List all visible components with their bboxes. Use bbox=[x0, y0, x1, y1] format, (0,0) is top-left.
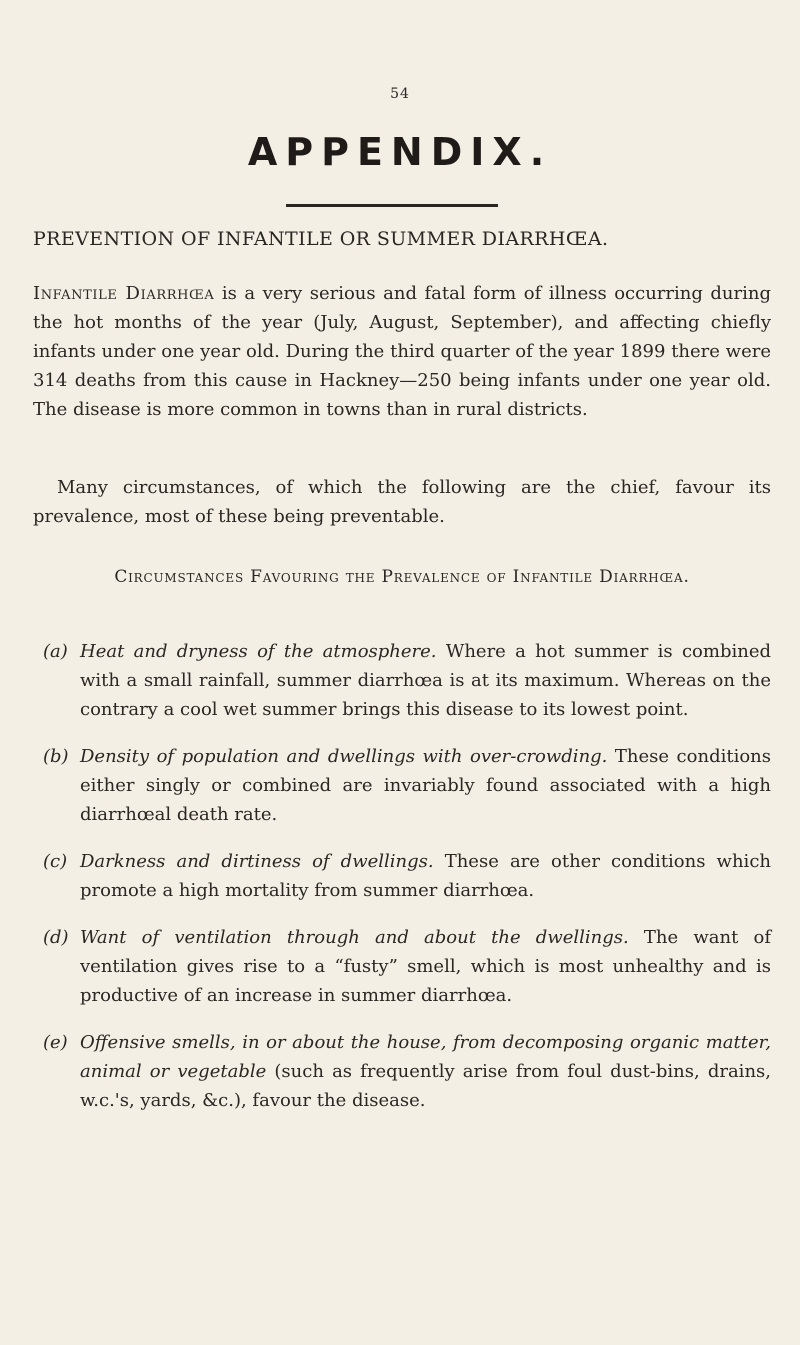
item-heading: Want of ventilation through and about the dwellings. bbox=[80, 927, 629, 948]
item-marker: (b) bbox=[43, 746, 69, 767]
item-text: (such as frequently arise from foul dust-bins, drains, w.c.'s, yards, &c.), favour the disease. bbox=[80, 1061, 771, 1111]
item-text: Where a hot summer is combined with a small rainfall, summer diarrhœa is at its maximum. Whereas on the contrary a cool wet summer brings this disease to its lowest point. bbox=[80, 641, 771, 720]
circumstances-paragraph: Many circumstances, of which the following are the chief, favour its prevalence, most of these being preventable. bbox=[33, 477, 771, 527]
list-item bbox=[33, 1028, 771, 1115]
list-item bbox=[33, 923, 771, 1010]
item-marker: (e) bbox=[43, 1032, 68, 1053]
title-rule bbox=[286, 204, 498, 207]
item-marker: (c) bbox=[43, 851, 68, 872]
item-heading: Offensive smells, in or about the house, from decomposing organic matter, animal or vegetable bbox=[80, 1032, 771, 1082]
item-text: The want of ventilation gives rise to a “fusty” smell, which is most unhealthy and is productive of an increase in summer diarrhœa. bbox=[80, 927, 771, 1006]
item-text: These are other conditions which promote a high mortality from summer diarrhœa. bbox=[80, 851, 771, 901]
list-item bbox=[33, 742, 771, 829]
item-heading: Density of population and dwellings with over-crowding. bbox=[80, 746, 608, 767]
intro-text: is a very serious and fatal form of illness occurring during the hot months of the year (July, August, September), and affecting chiefly infants under one year old. During the third quarter of the year 1899 there were 314 deaths from this cause in Hackney—250 being infants under one year old. The disease is more common in towns than in rural districts. bbox=[33, 283, 771, 420]
sub-heading: Circumstances Favouring the Prevalence of Infantile Diarrhœa. bbox=[114, 567, 690, 587]
item-heading: Darkness and dirtiness of dwellings. bbox=[80, 851, 434, 872]
intro-paragraph bbox=[33, 279, 771, 424]
item-marker: (a) bbox=[43, 641, 68, 662]
item-marker: (d) bbox=[43, 927, 69, 948]
item-heading: Heat and dryness of the atmosphere. bbox=[80, 641, 437, 662]
list-item bbox=[33, 847, 771, 905]
circumstances-list bbox=[33, 637, 771, 1133]
page-number: 54 bbox=[390, 86, 410, 102]
list-item bbox=[33, 637, 771, 724]
item-text: These conditions either singly or combined are invariably found associated with a high diarrhœal death rate. bbox=[80, 746, 771, 825]
appendix-title: APPENDIX. bbox=[247, 130, 553, 174]
section-heading: PREVENTION OF INFANTILE OR SUMMER DIARRHŒA. bbox=[33, 228, 609, 250]
intro-lead: Infantile Diarrhœa bbox=[33, 283, 215, 304]
